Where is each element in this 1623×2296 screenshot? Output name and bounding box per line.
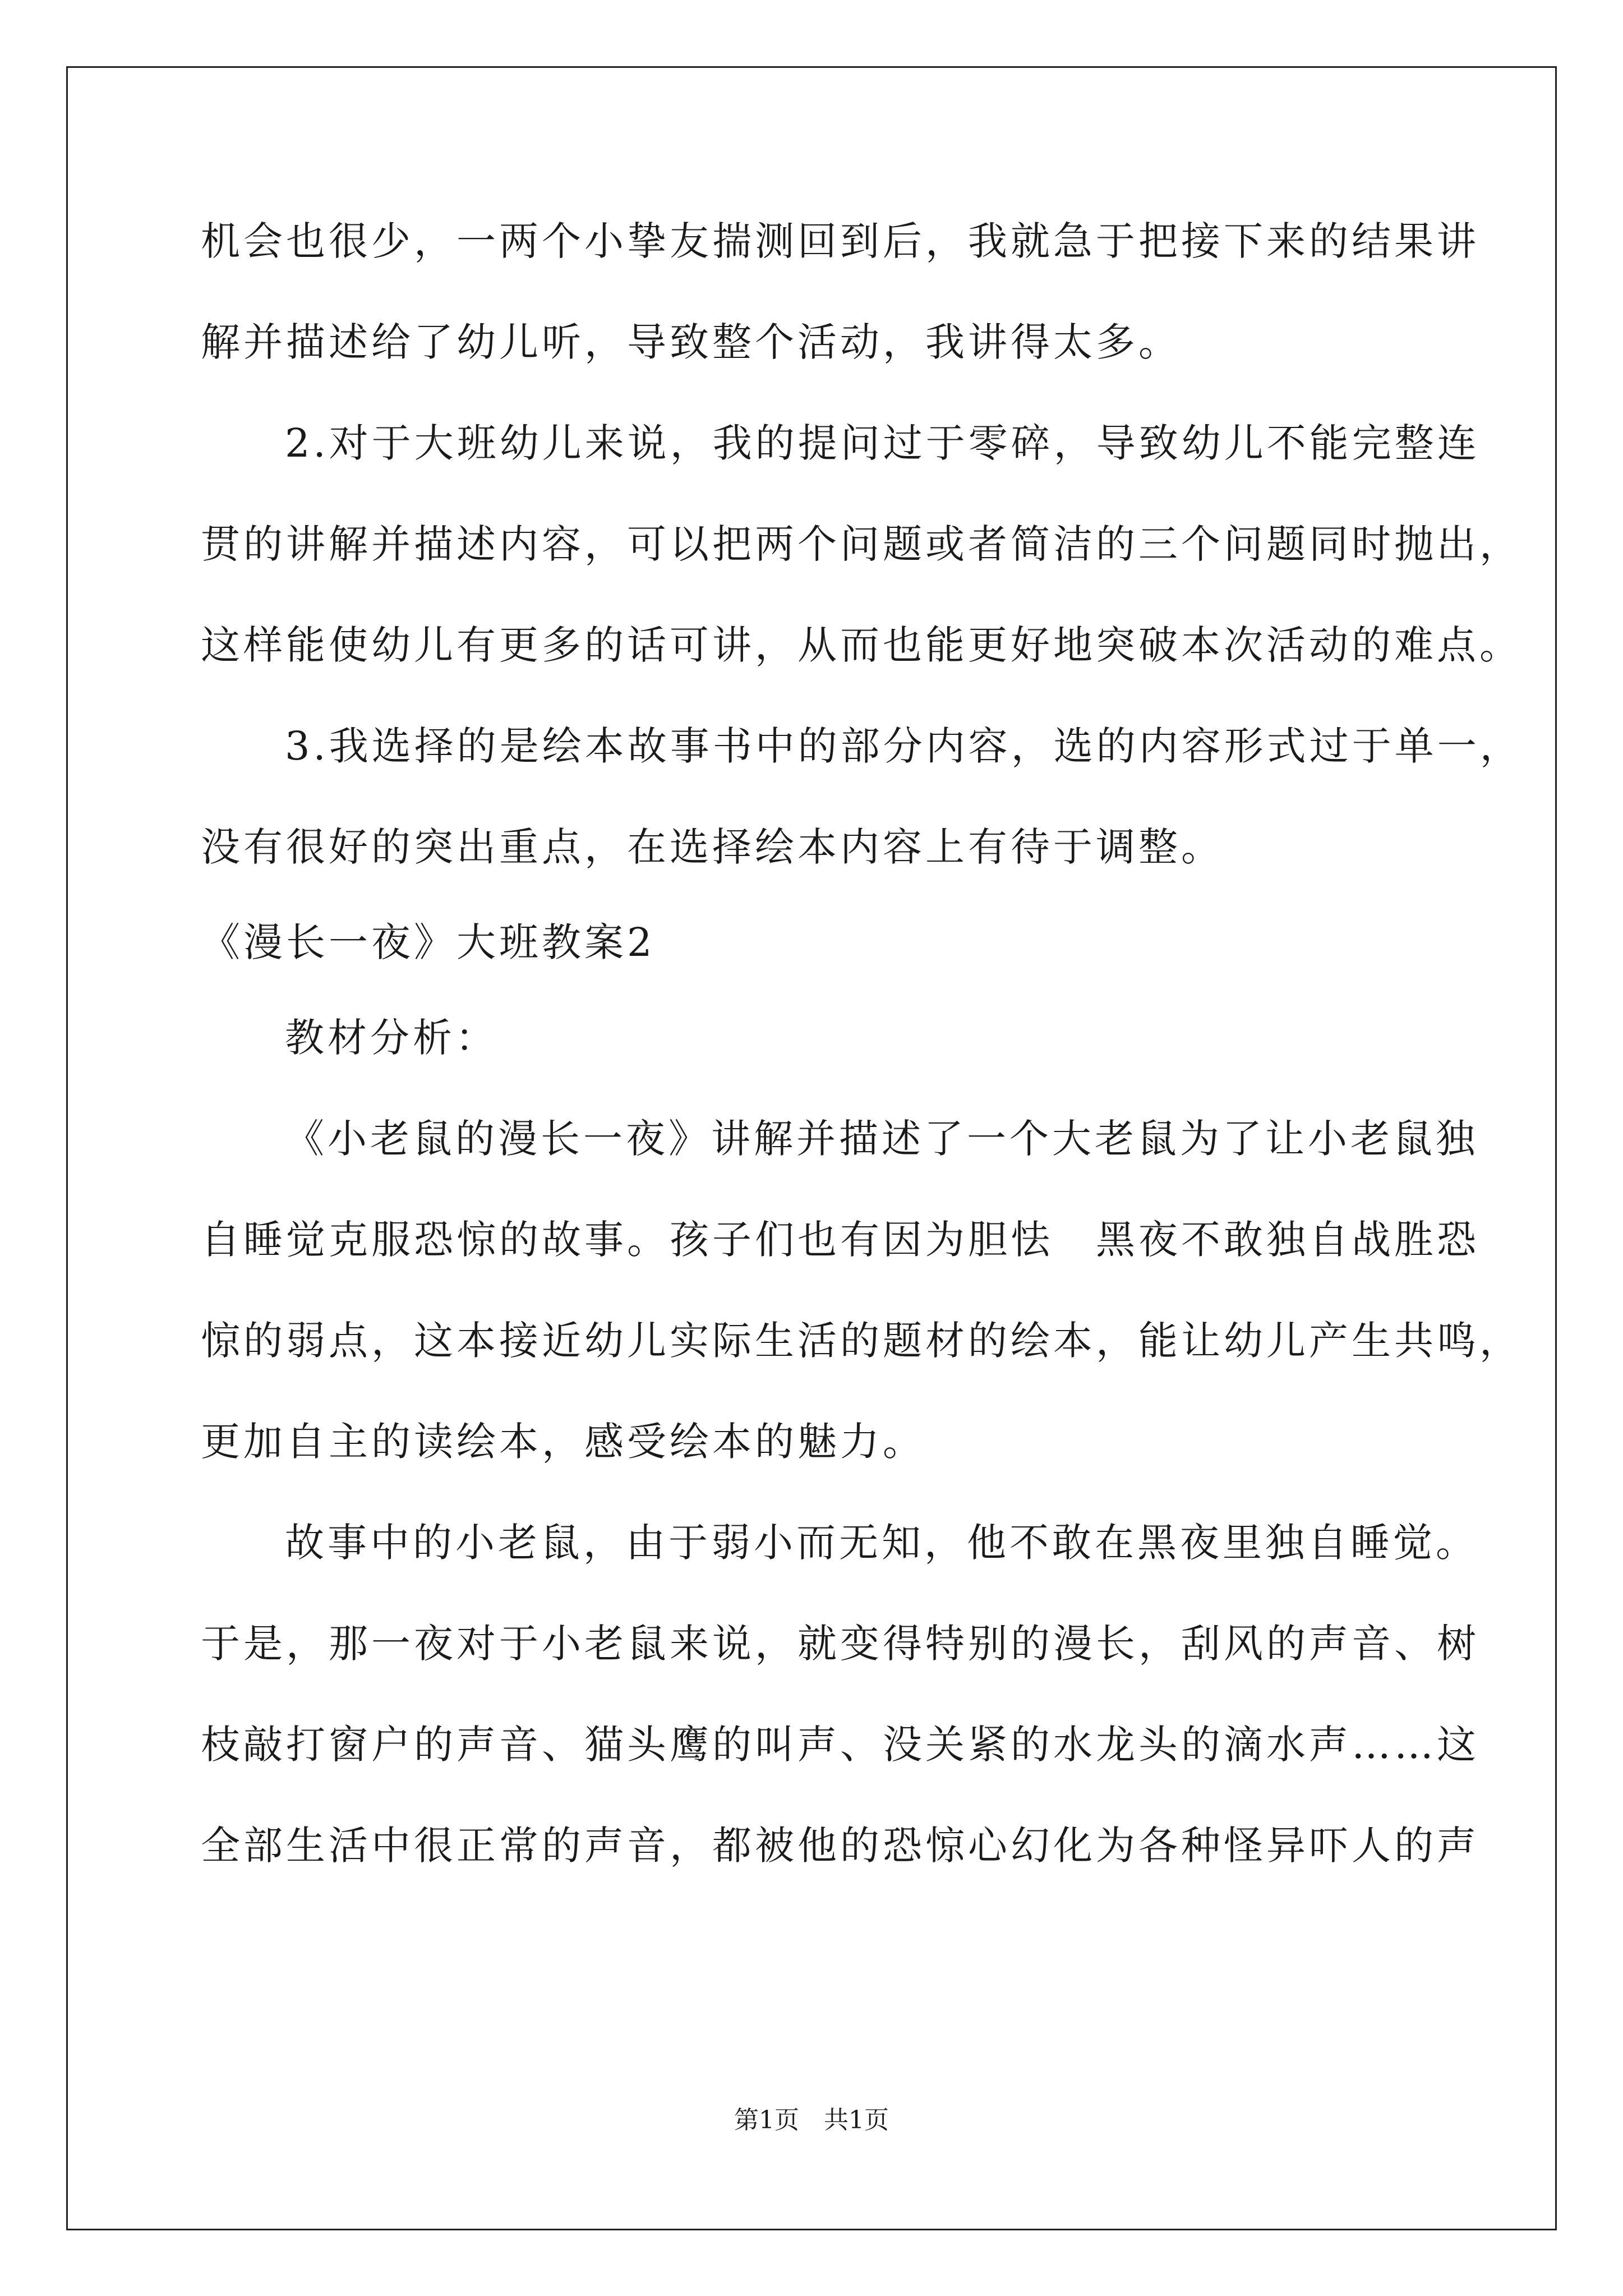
text-line: 全部生活中很正常的声音，都被他的恐惊心幻化为各种怪异吓人的声: [201, 1823, 1479, 1869]
text-line: 枝敲打窗户的声音、猫头鹰的叫声、没关紧的水龙头的滴水声……这: [201, 1722, 1479, 1768]
page-number: 第1页 共1页: [734, 2106, 889, 2134]
text-line: 贯的讲解并描述内容，可以把两个问题或者简洁的三个问题同时抛出，: [201, 521, 1522, 567]
text-line: 这样能使幼儿有更多的话可讲，从而也能更好地突破本次活动的难点。: [201, 622, 1522, 668]
text-line: 解并描述给了幼儿听，导致整个活动，我讲得太多。: [201, 319, 1181, 365]
text-line: 自睡觉克服恐惊的故事。孩子们也有因为胆怯 黑夜不敢独自战胜恐: [201, 1217, 1479, 1263]
text-line: 没有很好的突出重点，在选择绘本内容上有待于调整。: [201, 824, 1224, 870]
text-line: 《小老鼠的漫长一夜》讲解并描述了一个大老鼠为了让小老鼠独: [285, 1116, 1478, 1162]
text-line: 2.对于大班幼儿来说，我的提问过于零碎，导致幼儿不能完整连: [285, 420, 1480, 466]
text-line: 更加自主的读绘本，感受绘本的魅力。: [201, 1419, 925, 1465]
text-line: 机会也很少，一两个小挚友揣测回到后，我就急于把接下来的结果讲: [201, 218, 1479, 264]
section-heading: 《漫长一夜》大班教案2: [201, 919, 656, 965]
text-line: 于是，那一夜对于小老鼠来说，就变得特别的漫长，刮风的声音、树: [201, 1621, 1479, 1667]
text-line: 教材分析：: [285, 1015, 498, 1061]
text-line: 3.我选择的是绘本故事书中的部分内容，选的内容形式过于单一，: [285, 723, 1523, 769]
text-line: 故事中的小老鼠，由于弱小而无知，他不敢在黑夜里独自睡觉。: [285, 1520, 1478, 1566]
text-line: 惊的弱点，这本接近幼儿实际生活的题材的绘本，能让幼儿产生共鸣，: [201, 1318, 1522, 1364]
